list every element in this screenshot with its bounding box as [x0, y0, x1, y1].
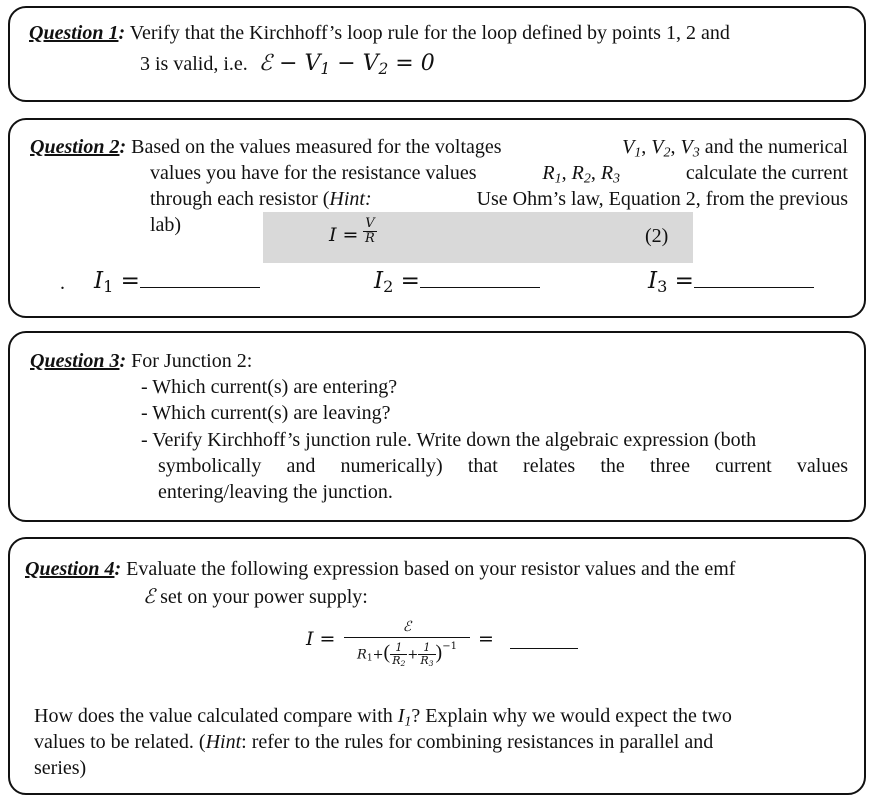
q2-line-2: values you have for the resistance values $R_1$, $R_2$, $R_3$ calculate the current	[150, 160, 848, 193]
q4-para-1: How does the value calculated compare with $I_1$? Explain why we would expect the two	[34, 705, 732, 730]
q4-text-1: Evaluate the following expression based on your resistor values and the emf	[126, 558, 736, 580]
current-2-answer: $I_2$ =	[374, 268, 540, 300]
q3-bullet-3b: symbolically and numerically) that relates the three current values	[158, 455, 848, 477]
q2-text-2b: calculate the current	[685, 162, 848, 184]
ohms-law-equation	[263, 212, 693, 263]
current-3-blank[interactable]	[694, 287, 814, 288]
parallel-series-equation	[306, 617, 586, 681]
question-2-box	[8, 118, 866, 318]
question-4-box	[8, 537, 866, 795]
q3-line-1	[30, 348, 252, 374]
question-3-box	[8, 331, 866, 522]
q4-line-2: ℰ set on your power supply:	[143, 584, 368, 608]
q2-line-3: through each resistor (Hint: Use Ohm’s law, Equation 2, from the previous	[150, 188, 848, 210]
current-1-blank[interactable]	[140, 287, 260, 288]
q3-bullet-2: - Which current(s) are leaving?	[141, 402, 391, 424]
q3-bullet-3c: entering/leaving the junction.	[158, 481, 393, 503]
q4-eq-equals: =	[478, 628, 494, 650]
q3-bullet-3a: - Verify Kirchhoff’s junction rule. Write down the algebraic expression (both	[141, 429, 757, 451]
q4-answer-blank[interactable]	[510, 626, 578, 649]
ohms-law-lhs: I =	[329, 224, 359, 246]
q4-para-2: values to be related. (Hint: refer to the rules for combining resistances in parallel and	[34, 731, 714, 753]
q4-eq-lhs: I =	[306, 628, 336, 650]
q1-equation: ℰ − $V_1 - V_2 = 0$	[258, 51, 435, 78]
q2-dot: .	[60, 272, 65, 294]
q4-label: Question 4:	[25, 558, 122, 580]
q2-line-4: lab)	[150, 214, 182, 236]
q2-label: Question 2:	[30, 136, 127, 158]
current-2-blank[interactable]	[420, 287, 540, 288]
q1-text-1: Verify that the Kirchhoff’s loop rule for the loop defined by points 1, 2 and	[129, 22, 730, 44]
q4-para-3: series)	[34, 757, 87, 779]
current-1-answer: $I_1$ =	[94, 268, 260, 300]
q4-eq-fraction: ℰ $R_1+$( $\frac{1}{R_2}$ + $\frac{1}{R_3}$ )$^{-1}$	[344, 617, 470, 672]
q3-intro: For Junction 2:	[131, 350, 253, 372]
q1-line-1	[29, 20, 730, 46]
q2-text-3b: Use Ohm’s law, Equation 2, from the previous	[476, 188, 848, 210]
question-1-box	[8, 6, 866, 102]
q2-text-1b: and the numerical	[704, 136, 848, 158]
q3-label: Question 3:	[30, 350, 127, 372]
equation-number: (2)	[645, 225, 669, 247]
q1-text-2: 3 is valid, i.e.	[140, 53, 248, 75]
current-3-answer: $I_3$ =	[648, 268, 814, 300]
q2-line-1: Question 2: Based on the values measured for the voltages $V_1$, $V_2$, $V_3$ and the numerical	[30, 136, 848, 161]
q4-line-1	[25, 556, 735, 582]
ohms-law-fraction: $\frac{V}{R}$	[365, 216, 375, 247]
q3-bullet-1: - Which current(s) are entering?	[141, 376, 398, 398]
q2-text-2a: values you have for the resistance values	[150, 162, 477, 184]
q2-text-1a: Based on the values measured for the voltages	[131, 136, 502, 158]
q1-label: Question 1:	[29, 22, 126, 44]
q1-line-2	[140, 51, 435, 82]
